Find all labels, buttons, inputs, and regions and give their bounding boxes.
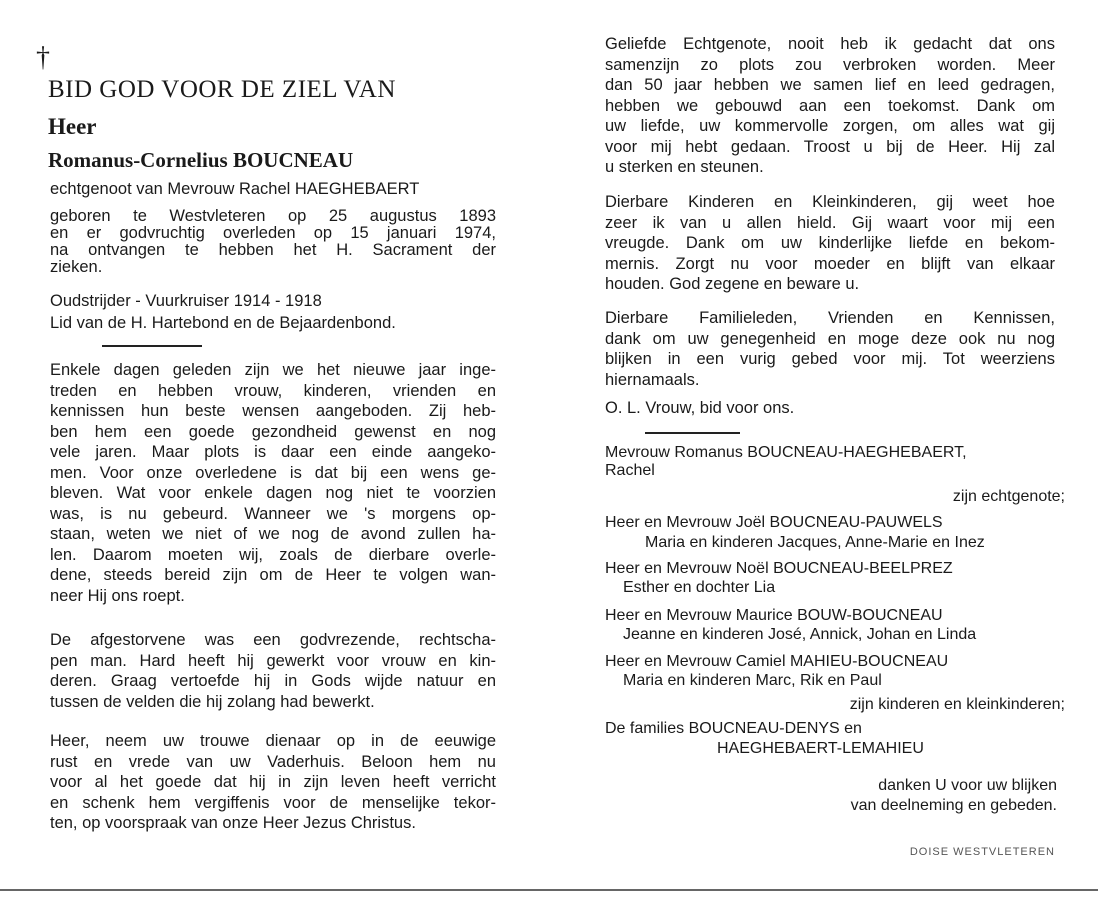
- text-line: Dierbare Kinderen en Kleinkinderen, gij weet hoe: [605, 193, 1055, 211]
- text-line: vele jaren. Maar plots is daar een einde aangeko-: [50, 443, 496, 461]
- widow-role: zijn echtgenote;: [952, 488, 1065, 505]
- veteran-line: Oudstrijder - Vuurkruiser 1914 - 1918: [50, 292, 322, 310]
- families-line: De families BOUCNEAU-DENYS en: [605, 720, 862, 737]
- text-line: kennissen hun beste wensen aangeboden. Zij heb-: [50, 402, 496, 420]
- text-line: len. Daarom moeten wij, zoals de dierbare overle-: [50, 545, 496, 564]
- text-line: en er godvruchtig overleden op 15 januari 1974,: [50, 225, 496, 242]
- spouse-paragraph: [605, 34, 1055, 178]
- text-line: rust en vrede van uw Vaderhuis. Beloon hem nu: [50, 752, 496, 771]
- family-couple: Heer en Mevrouw Noël BOUCNEAU-BEELPREZ: [605, 560, 953, 577]
- text-line: staan, weten we niet of we nog de avond zullen ha-: [50, 525, 496, 543]
- text-line: voor mij hebt gedaan. Troost u bij de Heer. Hij zal: [605, 137, 1055, 156]
- birth-paragraph: [50, 208, 496, 276]
- thanks-line: van deelneming en gebeden.: [850, 797, 1057, 814]
- text-line: Enkele dagen geleden zijn we het nieuwe jaar inge-: [50, 361, 496, 379]
- thanks-line: danken U voor uw blijken: [878, 777, 1057, 794]
- cross-symbol: †: [36, 42, 50, 73]
- text-line: tussen de velden die hij zolang had bewerkt.: [50, 692, 375, 711]
- text-line: zeer ik van u allen hield. Gij waart voor mij een: [605, 213, 1055, 232]
- text-line: pen man. Hard heeft hij gewerkt voor vrouw en kin-: [50, 651, 496, 670]
- families-line: HAEGHEBAERT-LEMAHIEU: [717, 740, 924, 757]
- member-line: Lid van de H. Hartebond en de Bejaardenbond.: [50, 314, 396, 332]
- text-line: hebben we gebouwd aan een toekomst. Dank om: [605, 96, 1055, 115]
- text-line: De afgestorvene was een godvrezende, rechtscha-: [50, 631, 496, 649]
- text-line: voor al het goede dat hij in zijn leven heeft verricht: [50, 773, 496, 791]
- printer-mark: DOISE WESTVLETEREN: [909, 846, 1055, 858]
- heading: BID GOD VOOR DE ZIEL VAN: [48, 76, 396, 103]
- text-line: ben hem een goede gezondheid gewenst en nog: [50, 422, 496, 441]
- text-line: was, is nu gebeurd. Wanneer we 's morgens op-: [50, 504, 496, 523]
- text-line: deren. Graag vertoefde hij in Gods wijde natuur en: [50, 672, 496, 690]
- title: Heer: [48, 114, 97, 139]
- widow-line: Mevrouw Romanus BOUCNEAU-HAEGHEBAERT,: [605, 444, 967, 461]
- text-line: hiernamaals.: [605, 370, 700, 389]
- page-edge: [0, 889, 1098, 891]
- spouse-line: echtgenoot van Mevrouw Rachel HAEGHEBAERT: [50, 180, 420, 198]
- text-line: uw liefde, uw kommervolle zorgen, om alles wat gij: [605, 117, 1055, 135]
- paragraph-1: [50, 360, 496, 606]
- text-line: geboren te Westvleteren op 25 augustus 1893: [50, 208, 496, 225]
- family-paragraph: [605, 308, 1055, 390]
- family-couple: Heer en Mevrouw Maurice BOUW-BOUCNEAU: [605, 607, 943, 624]
- paragraph-2: [50, 630, 496, 712]
- text-line: na ontvangen te hebben het H. Sacrament der: [50, 242, 496, 259]
- text-line: dan 50 jaar hebben we samen lief en leed gedragen,: [605, 76, 1055, 94]
- children-role: zijn kinderen en kleinkinderen;: [849, 696, 1065, 713]
- text-line: en schenk hem vergiffenis voor de menselijke tekor-: [50, 793, 496, 812]
- text-line: blijken in een vurig gebed voor mij. Tot weerziens: [605, 350, 1055, 368]
- children-paragraph: [605, 192, 1055, 295]
- family-couple: Heer en Mevrouw Joël BOUCNEAU-PAUWELS: [605, 514, 943, 531]
- divider: [102, 345, 202, 347]
- text-line: bleven. Wat voor enkele dagen nog niet te voorzien: [50, 484, 496, 502]
- paragraph-3: [50, 731, 496, 834]
- text-line: zieken.: [50, 259, 103, 276]
- text-line: neer Hij ons roept.: [50, 586, 185, 605]
- text-line: u sterken en steunen.: [605, 158, 764, 176]
- family-children: Jeanne en kinderen José, Annick, Johan en Linda: [623, 626, 977, 643]
- text-line: dank om uw genegenheid en moge deze ook nu nog: [605, 329, 1055, 348]
- widow-first-name: Rachel: [605, 462, 655, 479]
- text-line: ten, op voorspraak van onze Heer Jezus Christus.: [50, 814, 416, 832]
- prayer-line: O. L. Vrouw, bid voor ons.: [605, 399, 795, 417]
- divider: [645, 432, 740, 434]
- family-couple: Heer en Mevrouw Camiel MAHIEU-BOUCNEAU: [605, 653, 949, 670]
- text-line: treden en hebben vrouw, kinderen, vrienden en: [50, 381, 496, 400]
- text-line: houden. God zegene en beware u.: [605, 275, 860, 293]
- family-children: Maria en kinderen Jacques, Anne-Marie en Inez: [645, 534, 985, 551]
- text-line: mernis. Zorgt nu voor moeder en blijft van elkaar: [605, 254, 1055, 273]
- text-line: vreugde. Dank om uw kinderlijke liefde en bekom-: [605, 234, 1055, 252]
- family-children: Maria en kinderen Marc, Rik en Paul: [623, 672, 882, 689]
- text-line: men. Voor onze overledene is dat bij een wens ge-: [50, 463, 496, 482]
- family-children: Esther en dochter Lia: [623, 579, 776, 596]
- text-line: samenzijn zo plots zou verbroken worden. Meer: [605, 55, 1055, 74]
- text-line: Heer, neem uw trouwe dienaar op in de eeuwige: [50, 732, 496, 750]
- text-line: dene, steeds bereid zijn om de Heer te volgen wan-: [50, 566, 496, 584]
- text-line: Geliefde Echtgenote, nooit heb ik gedacht dat ons: [605, 35, 1055, 53]
- text-line: Dierbare Familieleden, Vrienden en Kennissen,: [605, 309, 1055, 327]
- deceased-name: Romanus-Cornelius BOUCNEAU: [48, 148, 354, 172]
